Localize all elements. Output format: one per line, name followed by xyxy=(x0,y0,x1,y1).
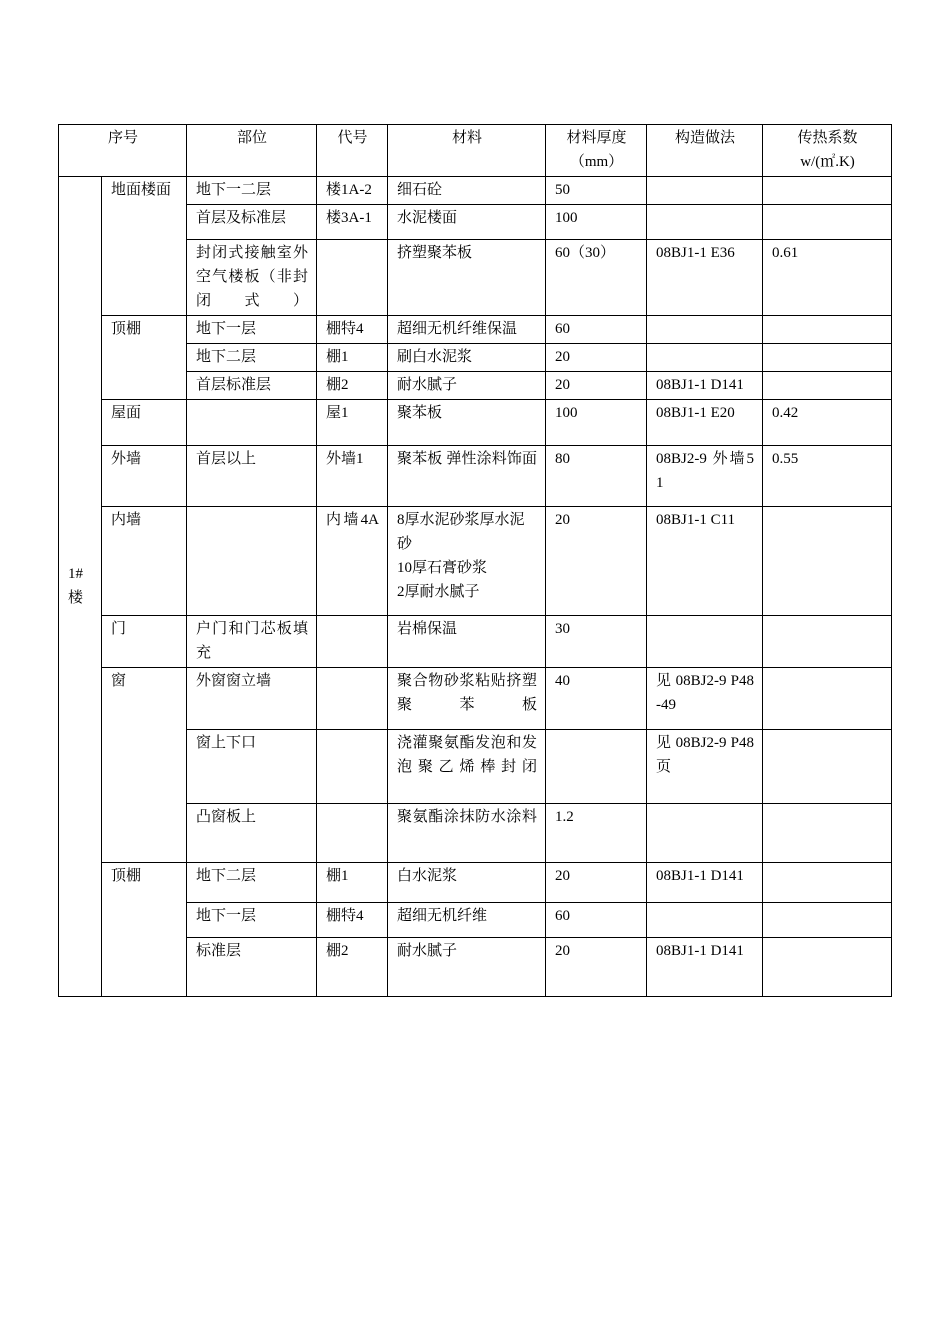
material-cell: 超细无机纤维保温 xyxy=(388,316,546,344)
location-cell: 外窗窗立墙 xyxy=(187,668,317,730)
material-cell: 白水泥浆 xyxy=(388,863,546,903)
method-cell: 08BJ1-1 D141 xyxy=(647,372,763,400)
location-cell: 地下一层 xyxy=(187,903,317,938)
location-cell: 地下一二层 xyxy=(187,177,317,205)
method-cell xyxy=(647,177,763,205)
thickness-cell: 100 xyxy=(546,205,647,240)
method-cell: 08BJ1-1 D141 xyxy=(647,938,763,997)
table-row xyxy=(59,446,892,507)
coef-cell xyxy=(763,863,892,903)
method-cell xyxy=(647,344,763,372)
coef-cell xyxy=(763,668,892,730)
material-cell: 超细无机纤维 xyxy=(388,903,546,938)
location-cell xyxy=(187,507,317,616)
coef-cell xyxy=(763,804,892,863)
category-cell: 外墙 xyxy=(102,446,187,507)
code-cell: 棚1 xyxy=(317,863,388,903)
location-cell: 地下一层 xyxy=(187,316,317,344)
location-cell: 地下二层 xyxy=(187,344,317,372)
header-row xyxy=(59,125,892,177)
material-cell: 聚合物砂浆粘贴挤塑聚苯板 xyxy=(388,668,546,730)
code-cell: 外墙1 xyxy=(317,446,388,507)
method-cell: 08BJ2-9 外墙51 xyxy=(647,446,763,507)
material-cell: 聚氨酯涂抹防水涂料 xyxy=(388,804,546,863)
category-cell: 内墙 xyxy=(102,507,187,616)
table-row xyxy=(59,863,892,903)
table-row xyxy=(59,177,892,205)
material-cell: 浇灌聚氨酯发泡和发泡聚乙烯棒封闭 xyxy=(388,730,546,804)
category-cell: 顶棚 xyxy=(102,863,187,997)
code-cell: 屋1 xyxy=(317,400,388,446)
material-cell: 挤塑聚苯板 xyxy=(388,240,546,316)
location-cell: 户门和门芯板填充 xyxy=(187,616,317,668)
method-cell: 08BJ1-1 E36 xyxy=(647,240,763,316)
code-cell xyxy=(317,240,388,316)
method-cell xyxy=(647,316,763,344)
method-cell xyxy=(647,903,763,938)
thickness-cell: 80 xyxy=(546,446,647,507)
thickness-cell: 20 xyxy=(546,372,647,400)
header-thickness: 材料厚度 （mm） xyxy=(546,125,647,177)
header-material: 材料 xyxy=(388,125,546,177)
thickness-cell: 60 xyxy=(546,316,647,344)
coef-cell xyxy=(763,344,892,372)
coef-cell: 0.42 xyxy=(763,400,892,446)
table-row xyxy=(59,507,892,616)
location-cell: 凸窗板上 xyxy=(187,804,317,863)
coef-cell xyxy=(763,177,892,205)
method-cell: 见 08BJ2-9 P48-49 xyxy=(647,668,763,730)
coef-cell xyxy=(763,205,892,240)
thickness-cell: 40 xyxy=(546,668,647,730)
code-cell: 棚2 xyxy=(317,938,388,997)
coef-cell xyxy=(763,316,892,344)
material-cell: 岩棉保温 xyxy=(388,616,546,668)
category-cell: 屋面 xyxy=(102,400,187,446)
table-row xyxy=(59,616,892,668)
material-cell: 水泥楼面 xyxy=(388,205,546,240)
thickness-cell: 20 xyxy=(546,938,647,997)
materials-table xyxy=(58,124,892,997)
method-cell xyxy=(647,616,763,668)
coef-cell xyxy=(763,372,892,400)
code-cell xyxy=(317,730,388,804)
code-cell xyxy=(317,668,388,730)
code-cell: 棚特4 xyxy=(317,316,388,344)
material-cell: 刷白水泥浆 xyxy=(388,344,546,372)
material-cell: 聚苯板 弹性涂料饰面 xyxy=(388,446,546,507)
code-cell: 内墙4A xyxy=(317,507,388,616)
thickness-cell: 30 xyxy=(546,616,647,668)
location-cell: 首层标准层 xyxy=(187,372,317,400)
thickness-cell: 50 xyxy=(546,177,647,205)
category-cell: 门 xyxy=(102,616,187,668)
category-cell: 顶棚 xyxy=(102,316,187,400)
location-cell: 首层以上 xyxy=(187,446,317,507)
material-cell: 聚苯板 xyxy=(388,400,546,446)
location-cell: 首层及标准层 xyxy=(187,205,317,240)
header-location: 部位 xyxy=(187,125,317,177)
thickness-cell: 60 xyxy=(546,903,647,938)
method-cell xyxy=(647,804,763,863)
location-cell: 标准层 xyxy=(187,938,317,997)
thickness-cell: 100 xyxy=(546,400,647,446)
code-cell: 棚2 xyxy=(317,372,388,400)
coef-cell xyxy=(763,730,892,804)
coef-cell: 0.61 xyxy=(763,240,892,316)
material-cell: 细石砼 xyxy=(388,177,546,205)
table-row xyxy=(59,316,892,344)
thickness-cell xyxy=(546,730,647,804)
thickness-cell: 20 xyxy=(546,344,647,372)
header-method: 构造做法 xyxy=(647,125,763,177)
code-cell: 楼3A-1 xyxy=(317,205,388,240)
building-cell: 1# 楼 xyxy=(59,177,102,997)
thickness-cell: 20 xyxy=(546,863,647,903)
method-cell: 08BJ1-1 C11 xyxy=(647,507,763,616)
coef-cell xyxy=(763,616,892,668)
code-cell: 棚特4 xyxy=(317,903,388,938)
code-cell: 棚1 xyxy=(317,344,388,372)
table-row xyxy=(59,668,892,730)
location-cell: 封闭式接触室外空气楼板（非封闭式） xyxy=(187,240,317,316)
header-heat-coef: 传热系数 w/(㎡.K) xyxy=(763,125,892,177)
method-cell: 08BJ1-1 E20 xyxy=(647,400,763,446)
location-cell xyxy=(187,400,317,446)
coef-cell xyxy=(763,938,892,997)
category-cell: 地面楼面 xyxy=(102,177,187,316)
code-cell: 楼1A-2 xyxy=(317,177,388,205)
thickness-cell: 20 xyxy=(546,507,647,616)
method-cell: 见 08BJ2-9 P48页 xyxy=(647,730,763,804)
location-cell: 地下二层 xyxy=(187,863,317,903)
code-cell xyxy=(317,616,388,668)
code-cell xyxy=(317,804,388,863)
location-cell: 窗上下口 xyxy=(187,730,317,804)
coef-cell xyxy=(763,507,892,616)
coef-cell: 0.55 xyxy=(763,446,892,507)
material-cell: 耐水腻子 xyxy=(388,938,546,997)
material-cell: 耐水腻子 xyxy=(388,372,546,400)
category-cell: 窗 xyxy=(102,668,187,863)
thickness-cell: 60（30） xyxy=(546,240,647,316)
table-row xyxy=(59,400,892,446)
material-cell: 8厚水泥砂浆厚水泥砂 10厚石膏砂浆 2厚耐水腻子 xyxy=(388,507,546,616)
header-code: 代号 xyxy=(317,125,388,177)
coef-cell xyxy=(763,903,892,938)
method-cell xyxy=(647,205,763,240)
thickness-cell: 1.2 xyxy=(546,804,647,863)
header-seq: 序号 xyxy=(59,125,187,177)
method-cell: 08BJ1-1 D141 xyxy=(647,863,763,903)
